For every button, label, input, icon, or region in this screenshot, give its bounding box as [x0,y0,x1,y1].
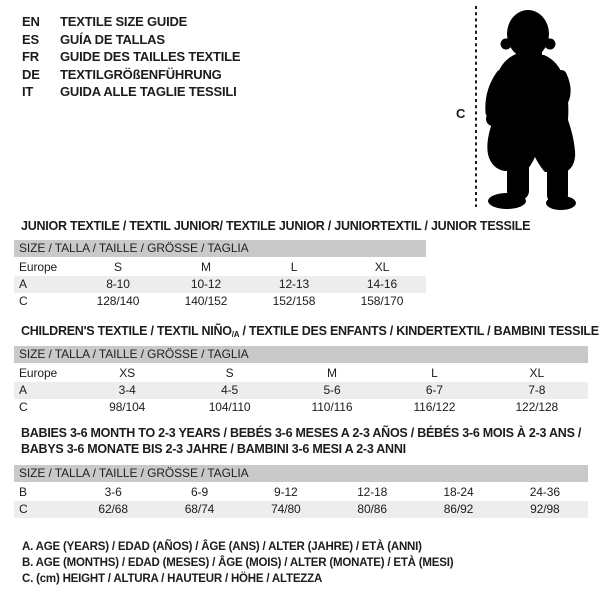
table-cell: 3-4 [118,383,136,397]
row-label: A [19,383,27,397]
height-marker-label: C [456,106,466,121]
table-cell: 86/92 [443,502,474,516]
language-code: FR [22,49,39,64]
table-cell: 9-12 [274,485,298,499]
table-cell: 98/104 [109,400,146,414]
children-table-title [21,324,599,339]
size-header-bar: SIZE / TALLA / TAILLE / GRÖSSE / TAGLIA [14,465,588,482]
table-cell: 7-8 [528,383,546,397]
babies-title-line2: BABYS 3-6 MONATE BIS 2-3 JAHRE / BAMBINI 3-6 MESI A 2-3 ANNI [21,441,406,456]
language-row-de [22,66,240,84]
table-cell: 18-24 [443,485,474,499]
row-label: C [19,400,28,414]
junior-table-title: JUNIOR TEXTILE / TEXTIL JUNIOR/ TEXTILE JUNIOR / JUNIORTEXTIL / JUNIOR TESSILE [21,219,531,233]
size-column-header: XS [119,366,136,380]
table-cell: 80/86 [357,502,387,516]
language-row-en [22,13,240,31]
table-cell: 4-5 [221,383,239,397]
children-columns-row [14,365,588,382]
table-row-height [14,501,588,518]
size-column-header: S [114,260,122,274]
size-column-header: L [290,260,298,274]
language-code: DE [22,66,40,82]
table-cell: 8-10 [106,277,130,291]
table-cell: 5-6 [323,383,341,397]
table-cell: 92/98 [530,502,560,516]
table-row-age [14,276,426,293]
toddler-silhouette-figure [450,2,596,210]
table-row-height [14,399,588,416]
size-column-header: XL [374,260,390,274]
language-title: GUIDE DES TAILLES TEXTILE [60,49,241,64]
language-code: EN [22,14,40,29]
children-table [14,346,588,416]
table-row-age [14,382,588,399]
footnote-b: B. AGE (MONTHS) / EDAD (MESES) / ÂGE (MOIS) / ALTER (MONATE) / ETÀ (MESI) [22,557,454,570]
language-row-it [22,83,240,101]
language-code: IT [22,84,34,99]
table-cell: 152/158 [272,294,316,308]
children-title-pre: CHILDREN'S TEXTILE / TEXTIL NIÑO [21,324,232,338]
footnote-c: C. (cm) HEIGHT / ALTURA / HAUTEUR / HÖHE / ALTEZZA [22,573,323,586]
table-cell: 6-7 [425,383,443,397]
language-row-fr [22,48,240,66]
table-row-age-months [14,484,588,501]
table-cell: 158/170 [360,294,404,308]
babies-table [14,465,588,518]
table-cell: 110/116 [311,400,353,414]
table-cell: 122/128 [515,400,559,414]
table-cell: 14-16 [366,277,398,291]
language-title: TEXTILE SIZE GUIDE [60,14,188,29]
table-cell: 62/68 [98,502,128,516]
table-cell: 12-13 [278,277,310,291]
babies-table-title [21,426,581,457]
language-title: TEXTILGRÖßENFÜHRUNG [60,66,222,82]
size-header-bar: SIZE / TALLA / TAILLE / GRÖSSE / TAGLIA [14,346,588,363]
footnotes [22,539,453,588]
region-label: Europe [19,260,58,274]
table-cell: 68/74 [184,502,215,516]
junior-columns-row [14,259,426,276]
size-header-bar: SIZE / TALLA / TAILLE / GRÖSSE / TAGLIA [14,240,426,257]
footnote-a: A. AGE (YEARS) / EDAD (AÑOS) / ÂGE (ANS) / ALTER (JAHRE) / ETÀ (ANNI) [22,541,422,553]
language-row-es [22,31,240,49]
table-cell: 10-12 [190,277,222,291]
row-label: B [19,485,27,499]
table-row-height [14,293,426,310]
size-column-header: XL [529,366,545,380]
table-cell: 104/110 [208,400,251,414]
table-cell: 24-36 [529,485,560,499]
size-column-header: S [225,366,234,380]
babies-title-line1: BABIES 3-6 MONTH TO 2-3 YEARS / BEBÉS 3-6 MESES A 2-3 AÑOS / BÉBÉS 3-6 MOIS À 2-3 ANS / [21,426,582,440]
table-cell: 3-6 [104,485,122,499]
baby-silhouette [486,10,576,210]
row-label: C [19,502,28,516]
table-cell: 116/122 [413,400,456,414]
table-cell: 140/152 [184,294,228,308]
table-cell: 12-18 [357,485,388,499]
size-column-header: M [327,366,337,380]
region-label: Europe [19,366,58,380]
size-column-header: L [431,366,438,380]
children-title-sub: /A [231,330,240,339]
language-code: ES [22,31,39,47]
language-title: GUIDA ALLE TAGLIE TESSILI [60,84,237,99]
size-column-header: M [201,260,211,274]
table-cell: 74/80 [271,502,301,516]
children-title-post: / TEXTILE DES ENFANTS / KINDERTEXTIL / BAMBINI TESSILE [239,324,599,338]
row-label: A [19,277,27,291]
language-title: GUÍA DE TALLAS [60,31,165,47]
table-cell: 128/140 [96,294,140,308]
language-legend [22,13,240,101]
table-cell: 6-9 [190,485,209,499]
row-label: C [19,294,28,308]
junior-table [14,240,426,310]
